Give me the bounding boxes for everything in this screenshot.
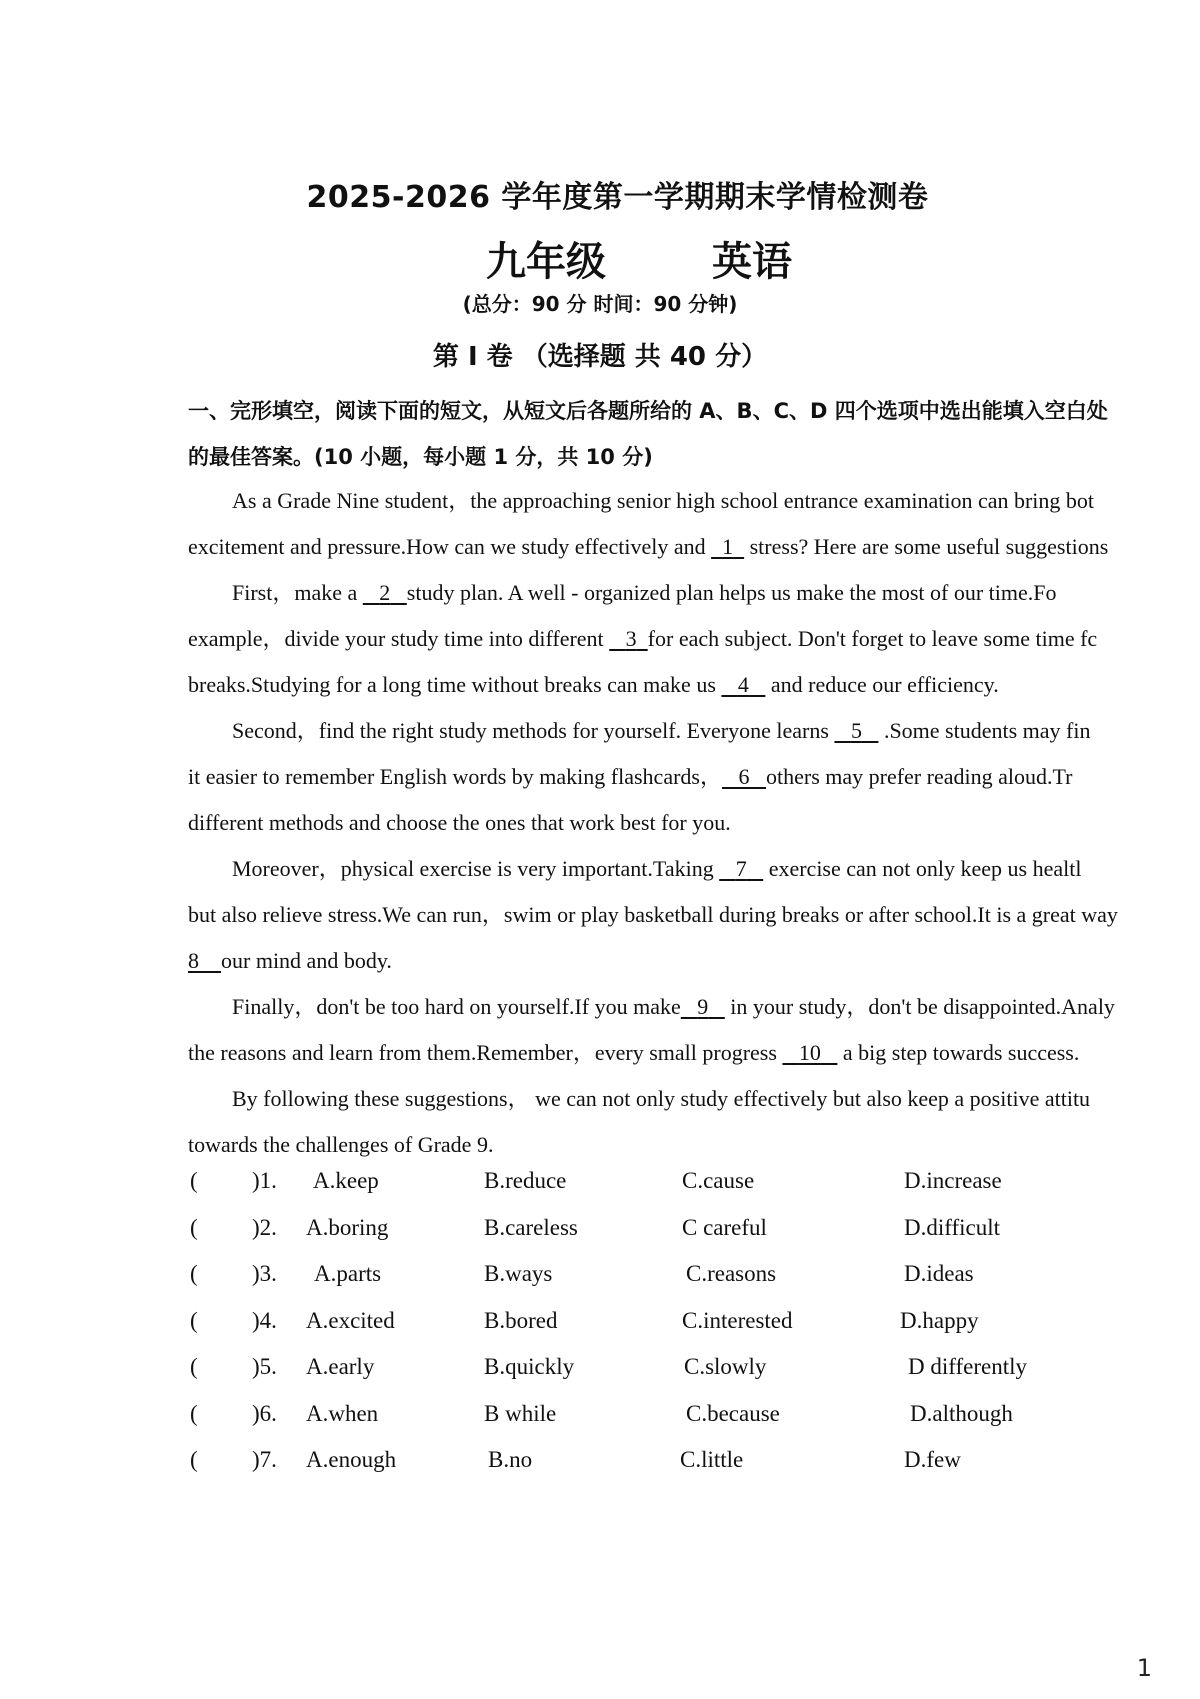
passage-line [188,892,1158,938]
passage-line [188,524,1158,570]
option-a[interactable]: A.parts [314,1261,382,1286]
passage-text: in your study，don't be disappointed.Analy [724,994,1115,1019]
option-a[interactable]: A.enough [306,1447,397,1472]
blank-7: 7 [735,856,747,881]
option-c[interactable]: C.interested [682,1307,793,1333]
subject-label: 英语 [712,239,792,285]
option-d[interactable]: D.difficult [904,1214,1001,1240]
blank-3: 3 [625,626,637,651]
passage-text: .Some students may fin [878,718,1091,743]
answer-paren: ( [190,1261,198,1286]
passage-line [188,984,1158,1030]
passage-text: towards the challenges of Grade 9. [188,1132,494,1157]
passage-text: others may prefer reading aloud.Tr [765,764,1073,789]
exam-title: 2025-2026 学年度第一学期期末学情检测卷 [306,180,929,215]
passage-line [188,1030,1158,1076]
passage-text: study plan. A well - organized plan helps us make the most of our time.Fo [406,580,1057,605]
answer-paren: ( [190,1168,198,1193]
option-c[interactable]: C.slowly [684,1354,767,1379]
part-heading: 第 I 卷 （选择题 共 40 分） [432,342,768,372]
answer-paren: ( [190,1354,198,1379]
question-number: )2. [252,1214,277,1240]
option-a[interactable]: A.boring [306,1214,389,1240]
passage-text: Second，find the right study methods for yourself. Everyone learns [232,718,835,743]
blank-6: 6 [738,764,750,789]
option-c[interactable]: C.because [686,1400,780,1426]
option-b[interactable]: B.bored [484,1307,558,1333]
answer-paren: ( [190,1307,198,1333]
passage-text: our mind and body. [221,948,392,973]
passage-line [188,478,1158,524]
option-c[interactable]: C.cause [682,1168,755,1193]
answer-paren: ( [190,1400,198,1426]
passage-line [188,800,1158,846]
passage-text: a big step towards success. [837,1040,1080,1065]
passage-text: exercise can not only keep us healtl [763,856,1082,881]
passage-text: As a Grade Nine student，the approaching senior high school entrance examination can bring bot [232,488,1095,513]
option-d[interactable]: D.although [910,1400,1013,1426]
passage-text: different methods and choose the ones that work best for you. [188,810,731,835]
option-b[interactable]: B.quickly [484,1354,575,1379]
passage-line [188,708,1158,754]
passage-line [188,616,1158,662]
question-number: )4. [252,1307,277,1333]
passage-text: By following these suggestions， we can not only study effectively but also keep a positive attitu [232,1086,1091,1111]
passage-text: First，make a [232,580,363,605]
passage-line [188,570,1158,616]
blank-1: 1 [722,534,734,559]
blank-5: 5 [850,718,862,743]
passage-line [188,1076,1158,1122]
passage-line [188,938,1158,984]
option-d[interactable]: D.few [904,1447,961,1472]
instruction-line: 一、完形填空，阅读下面的短文，从短文后各题所给的 A、B、C、D 四个选项中选出能填入空白处 [188,399,1108,423]
blank-9: 9 [697,994,709,1019]
blank-8: 8 [188,948,199,973]
passage-text: and reduce our efficiency. [765,672,999,697]
passage-text: example，divide your study time into different [188,626,610,651]
option-b[interactable]: B while [484,1400,557,1426]
option-d[interactable]: D.increase [904,1168,1002,1193]
passage-text: breaks.Studying for a long time without breaks can make us [188,672,722,697]
question-number: )7. [252,1447,277,1472]
passage-text: but also relieve stress.We can run，swim or play basketball during breaks or after school.It is a great way [188,902,1118,927]
cloze-passage [188,478,1158,1168]
passage-text: stress? Here are some useful suggestions [744,534,1109,559]
blank-4: 4 [737,672,749,697]
passage-text: for each subject. Don't forget to leave some time fc [647,626,1098,651]
option-a[interactable]: A.excited [306,1307,395,1333]
passage-line [188,754,1158,800]
question-number: )1. [252,1168,277,1193]
passage-line [188,1122,1158,1168]
question-number: )5. [252,1354,277,1379]
passage-line [188,846,1158,892]
passage-line [188,662,1158,708]
option-b[interactable]: B.reduce [484,1168,567,1193]
grade-label: 九年级 [486,239,606,285]
instruction-line: 的最佳答案。(10 小题，每小题 1 分，共 10 分) [188,445,653,469]
passage-text: the reasons and learn from them.Remember，every small progress [188,1040,783,1065]
blank-10: 10 [798,1040,821,1065]
question-number: )6. [252,1400,277,1426]
exam-meta: (总分：90 分 时间：90 分钟) [462,292,738,316]
passage-text: Moreover，physical exercise is very important.Taking [232,856,720,881]
option-a[interactable]: A.early [306,1354,375,1379]
option-d[interactable]: D.happy [900,1307,979,1333]
answer-paren: ( [190,1214,198,1240]
passage-text: excitement and pressure.How can we study effectively and [188,534,712,559]
option-a[interactable]: A.keep [313,1168,379,1193]
option-b[interactable]: B.careless [484,1214,578,1240]
option-c[interactable]: C.reasons [686,1261,777,1286]
blank-2: 2 [379,580,391,605]
question-number: )3. [252,1261,277,1286]
option-b[interactable]: B.no [488,1447,533,1472]
answer-paren: ( [190,1447,198,1472]
option-d[interactable]: D differently [908,1354,1028,1379]
section-instructions [188,388,1188,480]
page-number: 1 [1136,1654,1152,1682]
option-c[interactable]: C.little [680,1447,744,1472]
option-b[interactable]: B.ways [484,1261,553,1286]
passage-text: Finally，don't be too hard on yourself.If you make [232,994,681,1019]
option-c[interactable]: C careful [682,1214,767,1240]
option-a[interactable]: A.when [306,1400,379,1426]
passage-text: it easier to remember English words by making flashcards， [188,764,722,789]
option-d[interactable]: D.ideas [904,1261,974,1286]
